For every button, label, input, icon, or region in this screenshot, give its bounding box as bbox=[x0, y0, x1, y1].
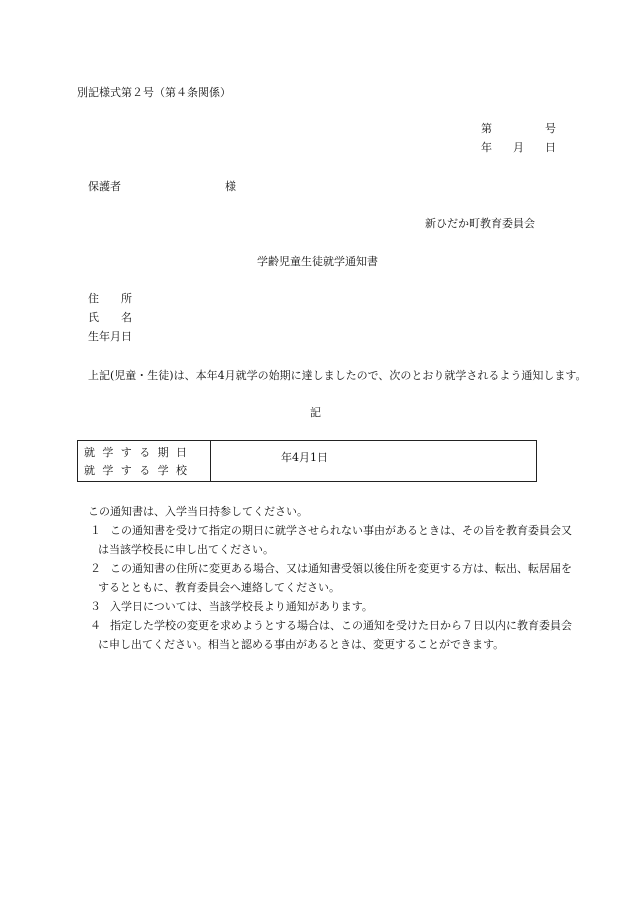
note-4-line-1: 指定した学校の変更を求めようとする場合は、この通知を受けた日から７日以内に教育委員会 bbox=[110, 619, 572, 632]
ki-heading: 記 bbox=[310, 406, 321, 419]
date-month: 月 bbox=[513, 141, 524, 154]
table-divider bbox=[210, 441, 211, 481]
date-year: 年 bbox=[481, 141, 492, 154]
document-title: 学齢児童生徒就学通知書 bbox=[257, 255, 378, 268]
body-text: 上記(児童・生徒)は、本年4月就学の始期に達しましたので、次のとおり就学されるよう通知します。 bbox=[88, 369, 587, 382]
note-3-number: ３ bbox=[90, 600, 101, 613]
note-1-number: １ bbox=[90, 524, 101, 537]
note-4-number: ４ bbox=[90, 619, 101, 632]
notes-intro: この通知書は、入学当日持参してください。 bbox=[88, 505, 308, 518]
note-1-line-2: は当該学校長に申し出てください。 bbox=[98, 543, 274, 556]
recipient-label: 保護者 bbox=[88, 180, 121, 193]
recipient-honorific: 様 bbox=[225, 180, 236, 193]
note-3-line-1: 入学日については、当該学校長より通知があります。 bbox=[110, 600, 373, 613]
number-suffix: 号 bbox=[545, 122, 556, 135]
issuer-name: 新ひだか町教育委員会 bbox=[425, 217, 535, 230]
note-4-line-2: に申し出てください。相当と認める事由があるときは、変更することができます。 bbox=[98, 638, 505, 651]
form-reference: 別記様式第２号（第４条関係） bbox=[77, 86, 231, 99]
note-2-line-1: この通知書の住所に変更ある場合、又は通知書受領以後住所を変更する方は、転出、転居届を bbox=[110, 562, 572, 575]
row-enrollment-date-value: 年4月1日 bbox=[281, 451, 328, 464]
note-2-number: ２ bbox=[90, 562, 101, 575]
field-address: 住 所 bbox=[88, 292, 132, 305]
row-enrollment-school-label: 就学する学校 bbox=[84, 464, 195, 477]
field-birthdate: 生年月日 bbox=[88, 330, 132, 343]
number-prefix: 第 bbox=[481, 122, 492, 135]
note-1-line-1: この通知書を受けて指定の期日に就学させられない事由があるときは、その旨を教育委員会又 bbox=[110, 524, 572, 537]
note-2-line-2: するとともに、教育委員会へ連絡してください。 bbox=[98, 581, 340, 594]
row-enrollment-date-label: 就学する期日 bbox=[84, 446, 195, 459]
field-name: 氏 名 bbox=[88, 311, 132, 324]
date-day: 日 bbox=[545, 141, 556, 154]
enrollment-table bbox=[77, 440, 537, 482]
